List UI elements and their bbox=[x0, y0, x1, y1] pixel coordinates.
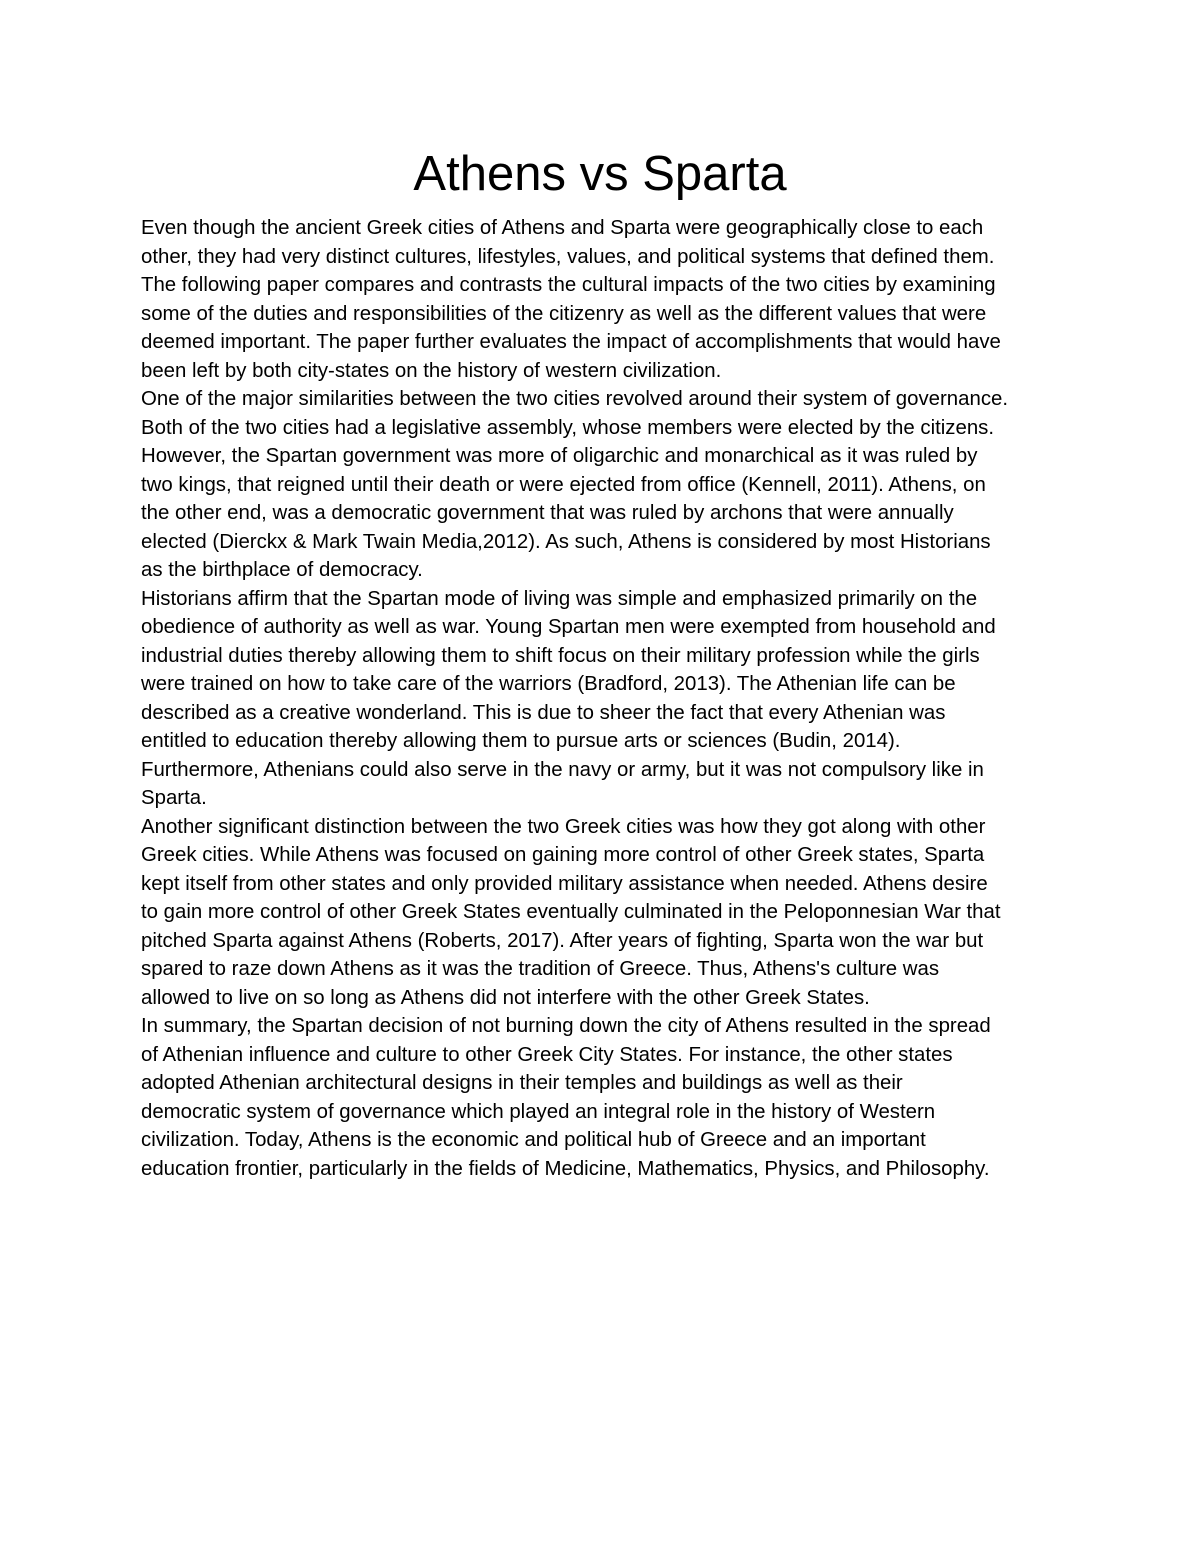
document-body bbox=[141, 214, 1071, 1183]
body-line: Even though the ancient Greek cities of Athens and Sparta were geographically close to each bbox=[141, 217, 984, 239]
body-line: spared to raze down Athens as it was the tradition of Greece. Thus, Athens's culture was bbox=[141, 958, 940, 980]
body-line: two kings, that reigned until their death or were ejected from office (Kennell, 2011). Athens, on bbox=[141, 473, 986, 496]
body-line: Sparta. bbox=[141, 787, 207, 809]
body-line: entitled to education thereby allowing them to pursue arts or sciences (Budin, 2014). bbox=[141, 730, 901, 752]
body-line: obedience of authority as well as war. Young Spartan men were exempted from household and bbox=[141, 616, 996, 638]
body-line: the other end, was a democratic government that was ruled by archons that were annually bbox=[141, 502, 954, 524]
body-line: elected (Dierckx & Mark Twain Media,2012). As such, Athens is considered by most Historians bbox=[141, 530, 991, 553]
body-line: as the birthplace of democracy. bbox=[141, 559, 423, 581]
body-line: adopted Athenian architectural designs in their temples and buildings as well as their bbox=[141, 1072, 903, 1094]
body-line: allowed to live on so long as Athens did not interfere with the other Greek States. bbox=[141, 986, 870, 1009]
body-line: deemed important. The paper further evaluates the impact of accomplishments that would have bbox=[141, 331, 1001, 353]
body-line: other, they had very distinct cultures, lifestyles, values, and political systems that defined them. bbox=[141, 245, 995, 268]
body-line: civilization. Today, Athens is the economic and political hub of Greece and an important bbox=[141, 1129, 926, 1151]
body-line: Another significant distinction between the two Greek cities was how they got along with other bbox=[141, 815, 986, 838]
body-line: However, the Spartan government was more of oligarchic and monarchical as it was ruled by bbox=[141, 445, 978, 467]
body-line: been left by both city-states on the history of western civilization. bbox=[141, 359, 722, 382]
body-line: to gain more control of other Greek States eventually culminated in the Peloponnesian War that bbox=[141, 901, 1001, 923]
body-line: democratic system of governance which played an integral role in the history of Western bbox=[141, 1100, 936, 1123]
document-title: Athens vs Sparta bbox=[413, 147, 787, 201]
body-line: pitched Sparta against Athens (Roberts, 2017). After years of fighting, Sparta won the war but bbox=[141, 929, 984, 952]
body-line: One of the major similarities between the two cities revolved around their system of governance. bbox=[141, 388, 1009, 410]
body-line: Historians affirm that the Spartan mode of living was simple and emphasized primarily on the bbox=[141, 587, 978, 610]
body-line: industrial duties thereby allowing them to shift focus on their military profession while the girls bbox=[141, 644, 980, 667]
body-line: education frontier, particularly in the fields of Medicine, Mathematics, Physics, and Philosophy. bbox=[141, 1157, 990, 1180]
body-line: Furthermore, Athenians could also serve in the navy or army, but it was not compulsory like in bbox=[141, 758, 984, 781]
body-line: described as a creative wonderland. This is due to sheer the fact that every Athenian was bbox=[141, 701, 946, 724]
body-line: were trained on how to take care of the warriors (Bradford, 2013). The Athenian life can be bbox=[141, 673, 956, 695]
body-line: of Athenian influence and culture to other Greek City States. For instance, the other states bbox=[141, 1043, 953, 1066]
body-line: The following paper compares and contrasts the cultural impacts of the two cities by examining bbox=[141, 274, 996, 296]
body-line: In summary, the Spartan decision of not burning down the city of Athens resulted in the spread bbox=[141, 1015, 991, 1037]
body-line: kept itself from other states and only provided military assistance when needed. Athens desire bbox=[141, 872, 988, 895]
body-line: Both of the two cities had a legislative assembly, whose members were elected by the citizens. bbox=[141, 416, 995, 439]
body-line: Greek cities. While Athens was focused on gaining more control of other Greek states, Sparta bbox=[141, 844, 985, 866]
body-line: some of the duties and responsibilities of the citizenry as well as the different values that were bbox=[141, 302, 987, 325]
